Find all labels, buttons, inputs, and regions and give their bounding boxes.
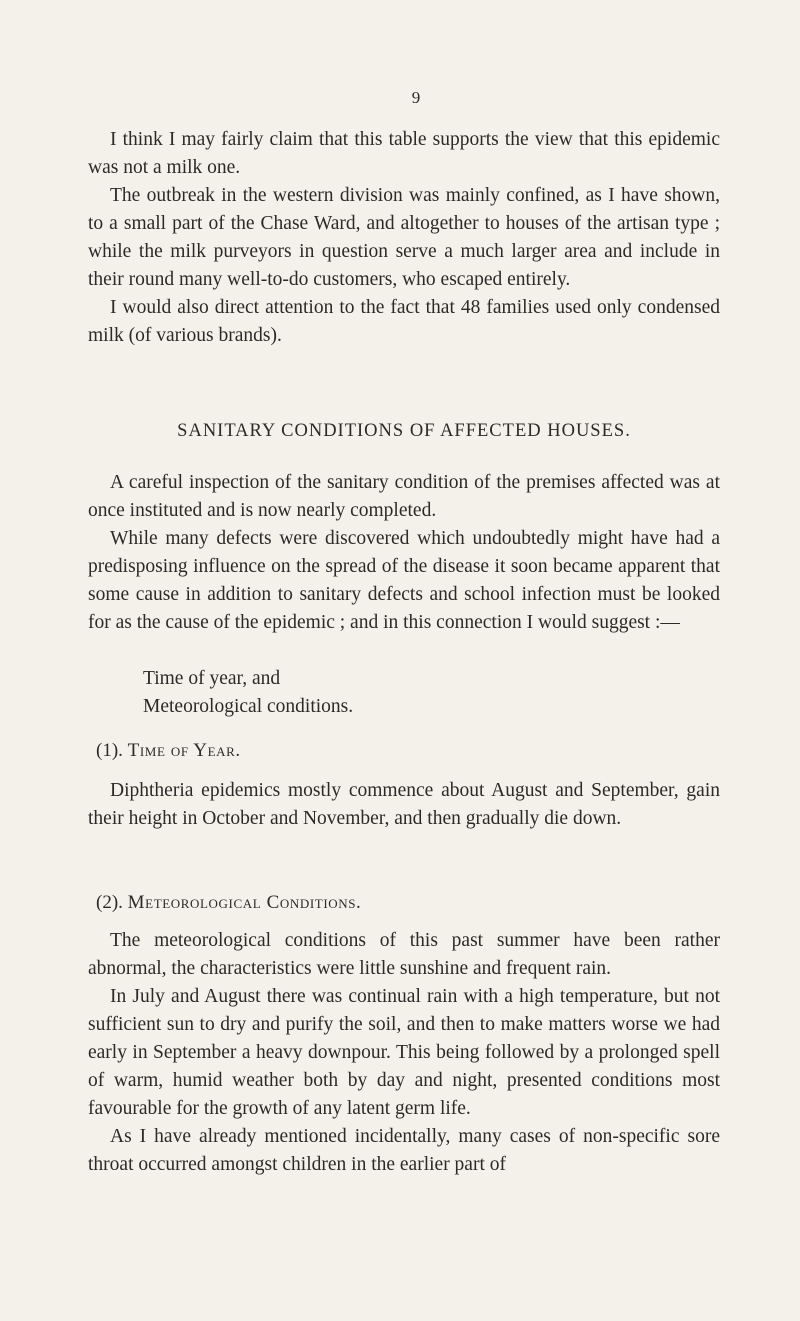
- suggestion-meteorological: Meteorological conditions.: [143, 696, 354, 717]
- paragraph-abnormal-summer: The meteorological conditions of this past summer have been rather abnormal, the characteristics were little sunshine and frequent rain.: [88, 930, 720, 979]
- paragraph-condensed-milk: I would also direct attention to the fact that 48 families used only condensed milk (of various brands).: [88, 297, 720, 346]
- subsection-number-1: (1).: [96, 740, 123, 761]
- intro-text-block: [88, 126, 720, 350]
- section-heading: SANITARY CONDITIONS OF AFFECTED HOUSES.: [177, 421, 631, 441]
- meteorological-text-block: [88, 927, 720, 1179]
- suggestion-time-of-year: Time of year, and: [143, 668, 281, 689]
- paragraph-diphtheria-epidemics: Diphtheria epidemics mostly commence about August and September, gain their height in October and November, and then gradually die down.: [88, 780, 720, 829]
- paragraph-outbreak-western: The outbreak in the western division was mainly confined, as I have shown, to a small part of the Chase Ward, and altogether to houses of the artisan type ; while the milk purveyors in question serve a much larger area and include in their round many well-to-do customers, who escaped entirely.: [88, 185, 720, 290]
- subsection-heading-2: [96, 892, 361, 914]
- paragraph-defects-discovered: While many defects were discovered which undoubtedly might have had a predisposing influence on the spread of the disease it soon became apparent that some cause in addition to sanitary defects and school infection must be looked for as the cause of the epidemic ; and in this connection I would suggest :—: [88, 528, 720, 633]
- paragraph-sore-throat: As I have already mentioned incidentally, many cases of non-specific sore throat occurred amongst children in the earlier part of: [88, 1126, 720, 1175]
- subsection-title-2: Meteorological Conditions.: [127, 892, 362, 913]
- paragraph-continual-rain: In July and August there was continual rain with a high temperature, but not sufficient sun to dry and purify the soil, and then to make matters worse we had early in September a heavy downpour. This being followed by a prolonged spell of warm, humid weather both by day and night, presented conditions most favourable for the growth of any latent germ life.: [88, 986, 720, 1119]
- subsection-heading-1: [96, 740, 241, 762]
- sanitary-text-block: [88, 469, 720, 637]
- paragraph-table-support: I think I may fairly claim that this table supports the view that this epidemic was not a milk one.: [88, 129, 720, 178]
- page-number: 9: [411, 88, 421, 107]
- subsection-title-1: Time of Year.: [127, 740, 241, 761]
- paragraph-careful-inspection: A careful inspection of the sanitary condition of the premises affected was at once instituted and is now nearly completed.: [88, 472, 720, 521]
- subsection-number-2: (2).: [96, 892, 123, 913]
- time-of-year-text-block: [88, 777, 720, 833]
